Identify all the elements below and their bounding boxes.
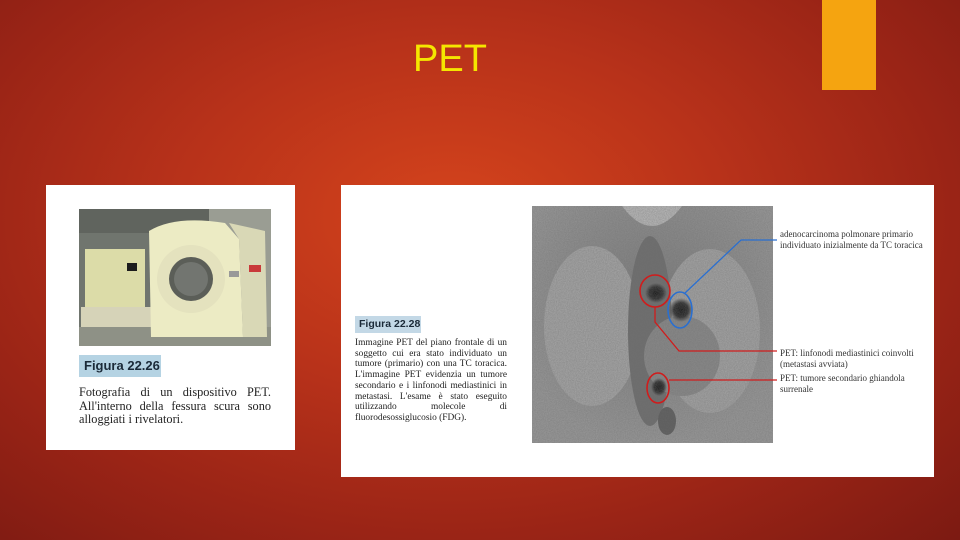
pet-scanner-photo (79, 209, 271, 346)
annotation-primary-tumor: adenocarcinoma polmonare primario individuato inizialmente da TC toracica (780, 229, 923, 250)
figure-caption: Fotografia di un dispositivo PET. All'interno della fessura scura sono alloggiati i rivelatori. (79, 385, 271, 426)
annotation-secondary-tumor: PET: tumore secondario ghiandola surrenale (780, 373, 905, 394)
pet-scanner-illustration (79, 209, 271, 346)
annotation-lymph-nodes: PET: linfonodi mediastinici coinvolti (metastasi avviata) (780, 348, 914, 369)
figure-pet-scan (341, 185, 934, 477)
slide-title: PET (413, 38, 487, 80)
figure-label: Figura 22.26 (79, 355, 161, 377)
figure-caption: Immagine PET del piano frontale di un soggetto cui era stato individuato un tumore (primario) con una TC toracica. L'immagine PET evidenzia un tumore secondario e i linfonodi mediastinici in metastasi. L'esame è stato eseguito utilizzando molecole di fluorodesossiglucosio (FDG). (355, 338, 507, 423)
figure-pet-device (46, 185, 295, 450)
figure-label: Figura 22.28 (355, 316, 421, 333)
accent-bar (822, 0, 876, 90)
